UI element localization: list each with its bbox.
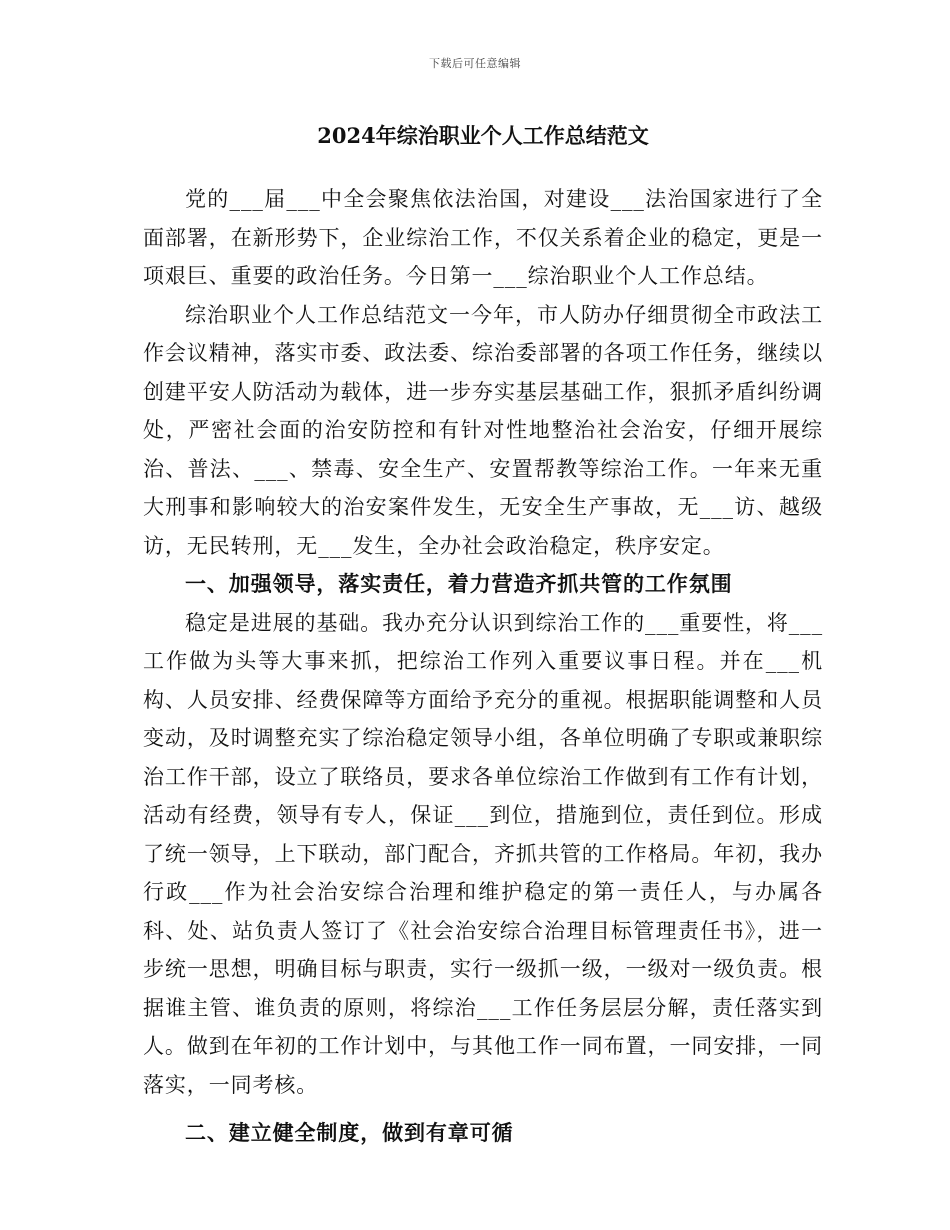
download-watermark: 下载后可任意编辑 [429, 57, 521, 70]
section-heading-1: 一、加强领导，落实责任，着力营造齐抓共管的工作氛围 [185, 571, 733, 596]
section-heading-2: 二、建立健全制度，做到有章可循 [185, 1120, 514, 1145]
document-body [143, 118, 823, 1153]
paragraph-intro: 党的___届___中全会聚焦依法治国，对建设___法治国家进行了全面部署，在新形势下，企业综治工作，不仅关系着企业的稳定，更是一项艰巨、重要的政治任务。今日第一___综治职业个人工作总结。 [143, 187, 823, 288]
document-title: 2024年综治职业个人工作总结范文 [317, 123, 649, 148]
paragraph-section-1: 稳定是进展的基础。我办充分认识到综治工作的___重要性，将___工作做为头等大事来抓，把综治工作列入重要议事日程。并在___机构、人员安排、经费保障等方面给予充分的重视。根据职能调整和人员变动，及时调整充实了综治稳定领导小组，各单位明确了专职或兼职综治工作干部，设立了联络员，要求各单位综治工作做到有工作有计划，活动有经费，领导有专人，保证___到位，措施到位，责任到位。形成了统一领导，上下联动，部门配合，齐抓共管的工作格局。年初，我办行政___作为社会治安综合治理和维护稳定的第一责任人，与办属各科、处、站负责人签订了《社会治安综合治理目标管理责任书》，进一步统一思想，明确目标与职责，实行一级抓一级，一级对一级负责。根据谁主管、谁负责的原则，将综治___工作任务层层分解，责任落实到人。做到在年初的工作计划中，与其他工作一同布置，一同安排，一同落实，一同考核。 [143, 610, 823, 1097]
paragraph-summary: 综治职业个人工作总结范文一今年，市人防办仔细贯彻全市政法工作会议精神，落实市委、政法委、综治委部署的各项工作任务，继续以创建平安人防活动为载体，进一步夯实基层基础工作，狠抓矛盾纠纷调处，严密社会面的治安防控和有针对性地整治社会治安，仔细开展综治、普法、___、禁毒、安全生产、安置帮教等综治工作。一年来无重大刑事和影响较大的治安案件发生，无安全生产事故，无___访、越级访，无民转刑，无___发生，全办社会政治稳定，秩序安定。 [143, 302, 823, 558]
